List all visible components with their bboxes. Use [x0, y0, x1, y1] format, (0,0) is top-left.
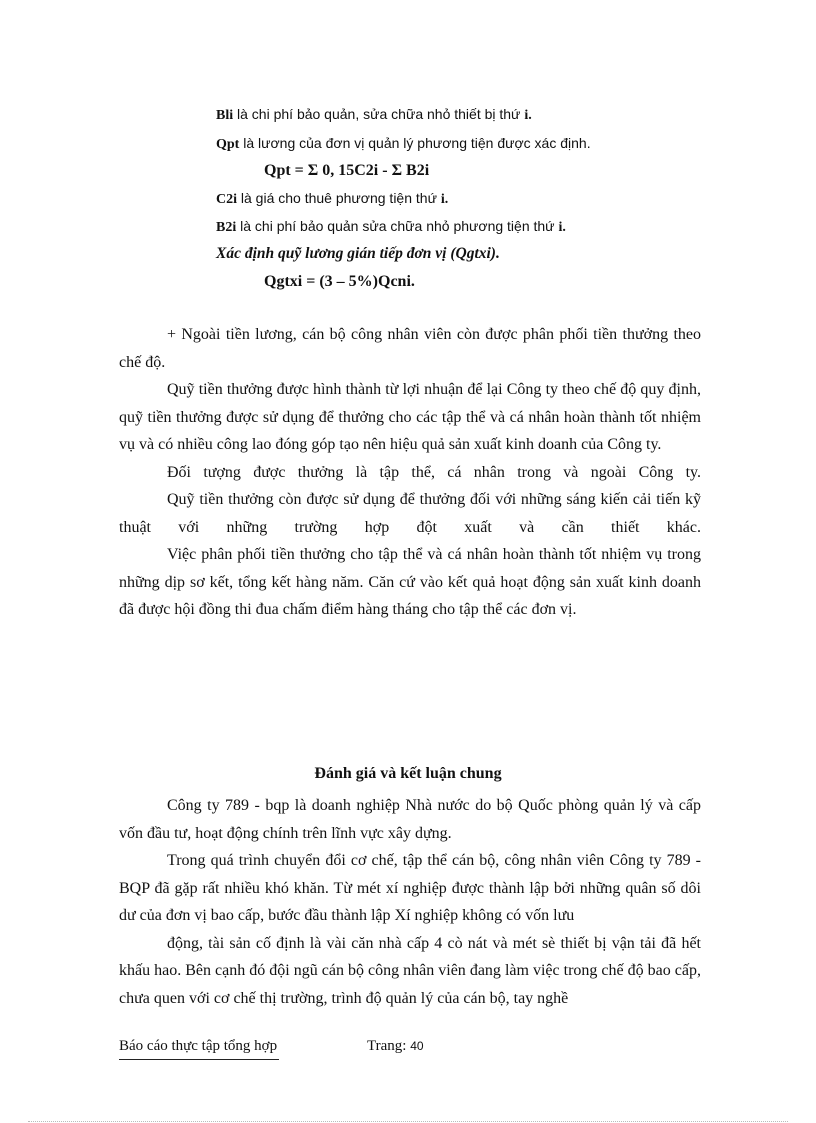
term-qpt: Qpt: [216, 137, 240, 152]
definition-qpt: [216, 133, 591, 155]
footer-underline: [119, 1059, 279, 1060]
definition-c2i: [216, 188, 448, 210]
definition-bli-text: là chi phí bảo quản, sửa chữa nhỏ thiết bị thứ: [233, 106, 525, 122]
definition-b2i-tail: i.: [558, 220, 566, 235]
term-bli: Bli: [216, 108, 234, 123]
page-bottom-edge: [28, 1121, 788, 1122]
paragraph-bonus-intro: + Ngoài tiền lương, cán bộ công nhân viên còn được phân phối tiền thưởng theo chế độ.: [119, 326, 701, 371]
heading-indirect-salary: Xác định quỹ lương gián tiếp đơn vị (Qgtxi).: [216, 245, 500, 262]
definition-bli: [216, 104, 532, 126]
term-b2i: B2i: [216, 220, 237, 235]
definition-c2i-tail: i.: [440, 192, 449, 207]
formula-qgtxi: Qgtxi = (3 – 5%)Qcni.: [264, 273, 415, 290]
paragraph-bonus-innovation: Quỹ tiền thưởng còn được sử dụng để thưởng đối với những sáng kiến cải tiến kỹ thuật với những trường hợp đột xuất và cần thiết khác.: [119, 491, 701, 536]
definition-qpt-text: là lương của đơn vị quản lý phương tiện được xác định.: [239, 135, 591, 151]
footer-page-label: Trang:: [367, 1038, 411, 1054]
footer-page-number: 40: [410, 1039, 424, 1053]
definition-c2i-text: là giá cho thuê phương tiện thứ: [237, 190, 441, 206]
definition-bli-tail: i.: [524, 108, 532, 123]
bonus-section: [119, 321, 701, 624]
paragraph-bonus-distribution: Việc phân phối tiền thưởng cho tập thể và cá nhân hoàn thành tốt nhiệm vụ trong những dịp sơ kết, tổng kết hàng năm. Căn cứ vào kết quả hoạt động sản xuất kinh doanh đã được hội đồng thi đua chấm điểm hàng tháng cho tập thể các đơn vị.: [119, 546, 701, 618]
paragraph-assets: động, tài sản cố định là vài căn nhà cấp 4 cò nát và mét sè thiết bị vận tải đã hết khấu hao. Bên cạnh đó đội ngũ cán bộ công nhân viên đang làm việc trong chế độ bao cấp, chưa quen với cơ chế thị trường, trình độ quản lý của cán bộ, tay nghề: [119, 934, 701, 1007]
conclusion-section: [119, 792, 701, 1012]
footer-report-title: Báo cáo thực tập tổng hợp: [119, 1038, 278, 1054]
paragraph-company-intro: Công ty 789 - bqp là doanh nghiệp Nhà nước do bộ Quốc phòng quản lý và cấp vốn đầu tư, hoạt động chính trên lĩnh vực xây dựng.: [119, 797, 701, 842]
paragraph-difficulties: Trong quá trình chuyển đổi cơ chế, tập thể cán bộ, công nhân viên Công ty 789 - BQP đã gặp rất nhiều khó khăn. Từ mét xí nghiệp được thành lập bởi những quân số dôi dư của đơn vị bao cấp, bước đầu thành lập Xí nghiệp không có vốn lưu: [119, 852, 701, 924]
formula-qpt: Qpt = Σ 0, 15C2i - Σ B2i: [264, 162, 430, 179]
paragraph-bonus-recipients: Đối tượng được thưởng là tập thể, cá nhân trong và ngoài Công ty.: [167, 463, 701, 481]
paragraph-bonus-fund: Quỹ tiền thưởng được hình thành từ lợi nhuận để lại Công ty theo chế độ quy định, quỹ tiền thưởng được sử dụng để thưởng cho các tập thể và cá nhân hoàn thành tốt nhiệm vụ và có nhiều công lao đóng góp tạo nên hiệu quả sản xuất kinh doanh của Công ty.: [119, 381, 701, 453]
term-c2i: C2i: [216, 192, 237, 207]
definition-b2i: [216, 216, 566, 238]
section-title-conclusion: Đánh giá và kết luận chung: [314, 765, 502, 782]
footer-page: [367, 1038, 424, 1055]
definition-b2i-text: là chi phí bảo quản sửa chữa nhỏ phương tiện thứ: [236, 218, 559, 234]
